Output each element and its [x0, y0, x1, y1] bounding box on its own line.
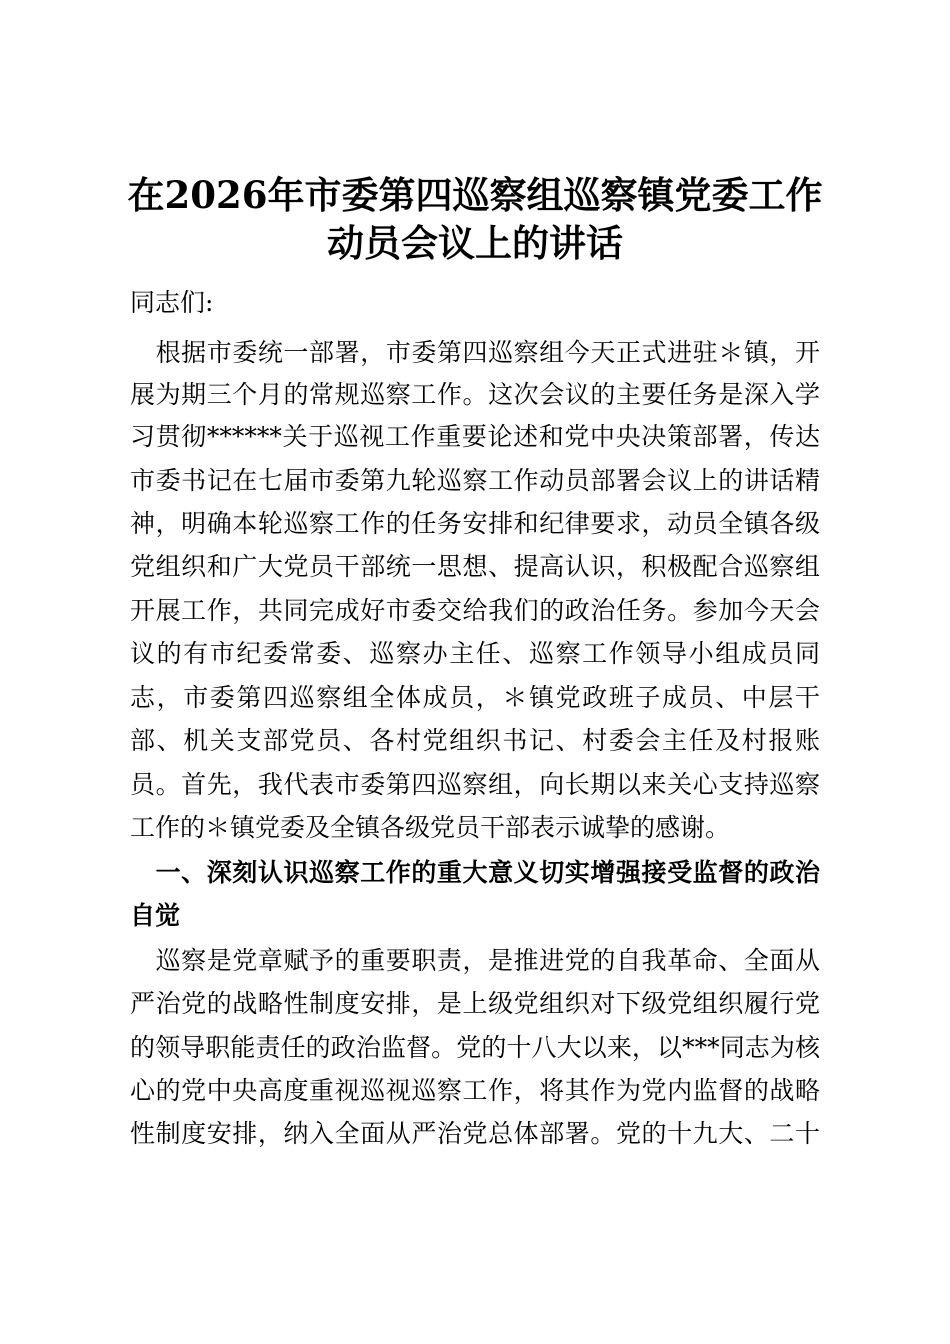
document-title-line-1: 在2026年市委第四巡察组巡察镇党委工作	[127, 173, 823, 217]
document-title-line-2: 动员会议上的讲话	[327, 221, 623, 265]
paragraph-2-line: 心的党中央高度重视巡视巡察工作，将其作为党内监督的战略	[130, 1076, 820, 1105]
section-heading-line: 一、深刻认识巡察工作的重大意义切实增强接受监督的政治	[130, 858, 820, 887]
paragraph-1-line: 部、机关支部党员、各村党组织书记、村委会主任及村报账	[130, 726, 820, 755]
paragraph-1-line: 党组织和广大党员干部统一思想、提高认识，积极配合巡察组	[130, 552, 820, 581]
paragraph-1-line: 员。首先，我代表市委第四巡察组，向长期以来关心支持巡察	[130, 770, 820, 799]
paragraph-1-line: 志，市委第四巡察组全体成员，＊镇党政班子成员、中层干	[130, 683, 820, 712]
salutation: 同志们:	[130, 288, 214, 317]
paragraph-2-line: 严治党的战略性制度安排，是上级党组织对下级党组织履行党	[130, 989, 820, 1018]
paragraph-1-line: 开展工作，共同完成好市委交给我们的政治任务。参加今天会	[130, 596, 820, 625]
paragraph-1-line: 神，明确本轮巡察工作的任务安排和纪律要求，动员全镇各级	[130, 509, 820, 538]
paragraph-1-line: 习贯彻******关于巡视工作重要论述和党中央决策部署，传达	[130, 422, 820, 451]
paragraph-1-line: 工作的＊镇党委及全镇各级党员干部表示诚挚的感谢。	[130, 813, 731, 842]
section-heading-line: 自觉	[130, 901, 181, 930]
paragraph-2-line: 的领导职能责任的政治监督。党的十八大以来，以***同志为核	[130, 1033, 820, 1062]
paragraph-1-line: 根据市委统一部署，市委第四巡察组今天正式进驻＊镇，开	[130, 338, 820, 367]
paragraph-1-line: 展为期三个月的常规巡察工作。这次会议的主要任务是深入学	[130, 380, 820, 409]
paragraph-2-line: 性制度安排，纳入全面从严治党总体部署。党的十九大、二十	[130, 1119, 820, 1148]
paragraph-1-line: 市委书记在七届市委第九轮巡察工作动员部署会议上的讲话精	[130, 466, 820, 495]
paragraph-1-line: 议的有市纪委常委、巡察办主任、巡察工作领导小组成员同	[130, 639, 820, 668]
paragraph-2-line: 巡察是党章赋予的重要职责，是推进党的自我革命、全面从	[130, 946, 820, 975]
